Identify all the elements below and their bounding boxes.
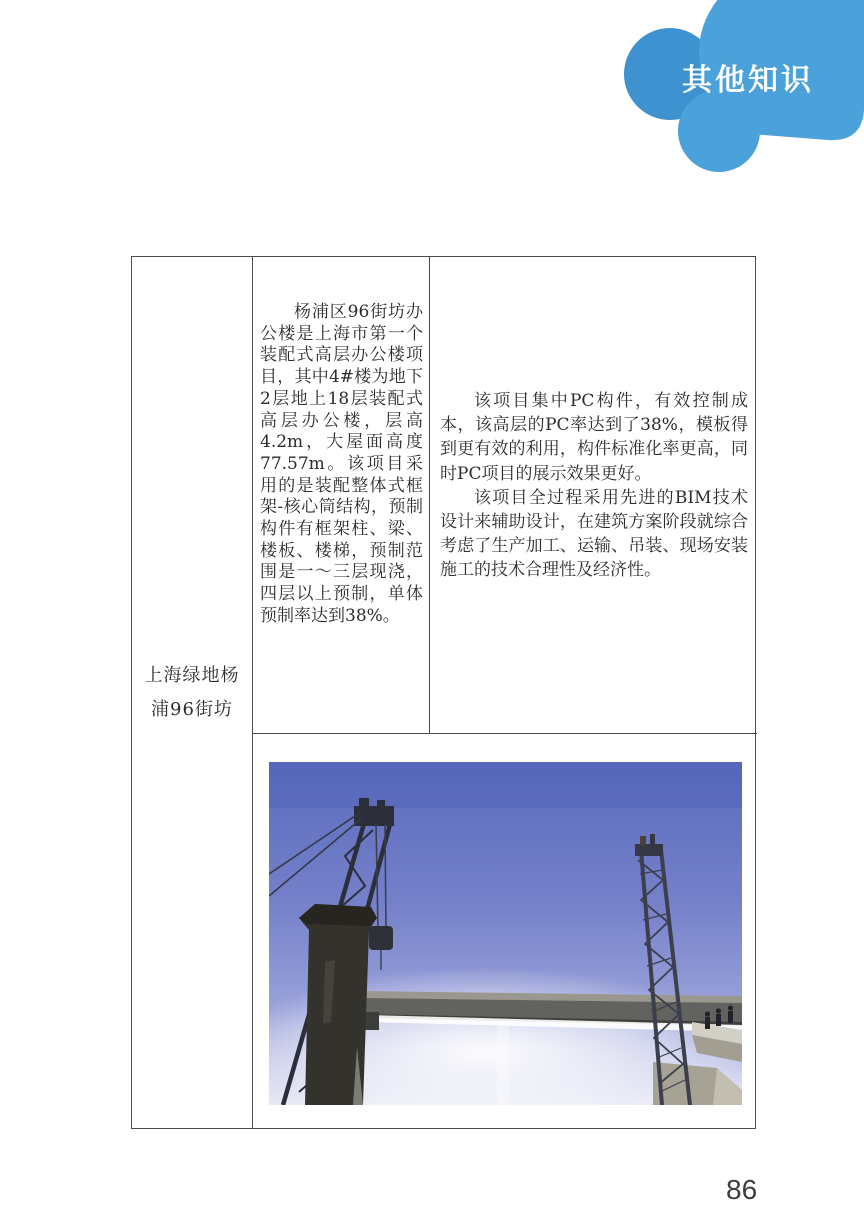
badge-cloud-bump bbox=[678, 90, 760, 172]
project-name-label: 上海绿地杨浦96街坊 bbox=[144, 664, 240, 720]
light-streak bbox=[497, 1012, 509, 1105]
other-knowledge-badge bbox=[600, 0, 864, 200]
highlights-paragraph-2: 该项目全过程采用先进的BIM技术设计来辅助设计，在建筑方案阶段就综合考虑了生产加工、运输、吊装、现场安装施工的技术合理性及经济性。 bbox=[440, 487, 748, 581]
table-right-part bbox=[253, 257, 757, 1128]
project-info-table bbox=[131, 256, 756, 1129]
table-text-row bbox=[253, 257, 757, 734]
highlights-paragraph-1: 该项目集中PC构件，有效控制成本，该高层的PC率达到了38%，模板得到更有效的利用，构件标准化率更高，同时PC项目的展示效果更好。 bbox=[440, 391, 748, 484]
construction-photo bbox=[269, 762, 742, 1105]
badge-label: 其他知识 bbox=[682, 64, 814, 97]
photo-cell bbox=[253, 734, 757, 1130]
page-number: 86 bbox=[726, 1174, 758, 1205]
project-description-text: 杨浦区96街坊办公楼是上海市第一个装配式高层办公楼项目，其中4#楼为地下2层地上18层装配式高层办公楼，层高4.2m，大屋面高度77.57m。该项目采用的是装配整体式框架-核心筒结构，预制构件有框架柱、梁、楼板、楼梯，预制范围是一～三层现浇，四层以上预制，单体预制率达到38%。 bbox=[260, 302, 423, 626]
project-highlights-cell bbox=[430, 257, 757, 733]
sky-top-vignette bbox=[269, 762, 742, 808]
project-name-cell bbox=[132, 257, 253, 1128]
project-description-cell bbox=[253, 257, 430, 733]
